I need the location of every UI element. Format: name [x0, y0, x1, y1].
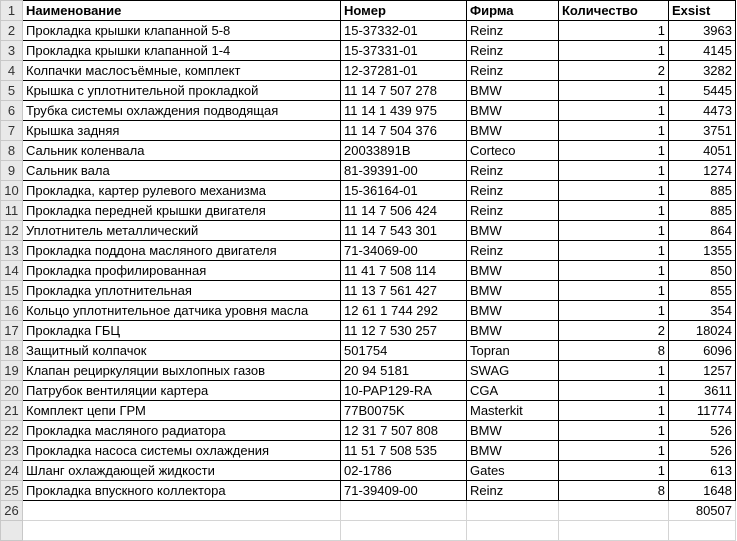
cell-exsist[interactable]: 4473 — [669, 101, 736, 121]
cell-number[interactable]: 11 51 7 508 535 — [341, 441, 467, 461]
row-header[interactable]: 19 — [1, 361, 23, 381]
cell-quantity[interactable]: 1 — [559, 281, 669, 301]
cell-firm[interactable]: Reinz — [467, 181, 559, 201]
cell-firm[interactable]: BMW — [467, 121, 559, 141]
row-header[interactable]: 18 — [1, 341, 23, 361]
cell-quantity[interactable]: 8 — [559, 481, 669, 501]
cell-name[interactable]: Шланг охлаждающей жидкости — [23, 461, 341, 481]
empty-row — [1, 521, 736, 541]
cell-firm[interactable]: CGA — [467, 381, 559, 401]
cell-quantity[interactable]: 1 — [559, 161, 669, 181]
cell-quantity[interactable]: 1 — [559, 261, 669, 281]
cell-number[interactable]: 12-37281-01 — [341, 61, 467, 81]
cell-exsist[interactable]: 3282 — [669, 61, 736, 81]
row-header[interactable]: 4 — [1, 61, 23, 81]
table-row — [1, 221, 736, 241]
cell-exsist[interactable]: 5445 — [669, 81, 736, 101]
table-row — [1, 301, 736, 321]
cell-exsist[interactable]: 855 — [669, 281, 736, 301]
row-header[interactable]: 6 — [1, 101, 23, 121]
cell-empty[interactable] — [23, 521, 341, 541]
cell-name[interactable]: Крышка задняя — [23, 121, 341, 141]
table-row — [1, 21, 736, 41]
cell-firm[interactable]: Reinz — [467, 61, 559, 81]
cell-number[interactable]: 15-37331-01 — [341, 41, 467, 61]
table-row — [1, 241, 736, 261]
cell-firm[interactable]: Masterkit — [467, 401, 559, 421]
table-row — [1, 421, 736, 441]
cell-number[interactable]: 15-36164-01 — [341, 181, 467, 201]
cell-empty[interactable] — [23, 501, 341, 521]
cell-number[interactable]: 77B0075K — [341, 401, 467, 421]
row-header[interactable]: 26 — [1, 501, 23, 521]
cell-firm[interactable]: Reinz — [467, 41, 559, 61]
cell-number[interactable]: 02-1786 — [341, 461, 467, 481]
cell-quantity[interactable]: 1 — [559, 181, 669, 201]
table-row — [1, 381, 736, 401]
cell-number[interactable]: 10-PAP129-RA — [341, 381, 467, 401]
cell-name[interactable]: Прокладка насоса системы охлаждения — [23, 441, 341, 461]
cell-firm[interactable]: BMW — [467, 441, 559, 461]
table-row — [1, 481, 736, 501]
cell-name[interactable]: Прокладка крышки клапанной 1-4 — [23, 41, 341, 61]
row-header[interactable]: 24 — [1, 461, 23, 481]
cell-name[interactable]: Кольцо уплотнительное датчика уровня масла — [23, 301, 341, 321]
cell-firm[interactable]: Gates — [467, 461, 559, 481]
row-header[interactable]: 8 — [1, 141, 23, 161]
table-row — [1, 181, 736, 201]
cell-name[interactable]: Прокладка профилированная — [23, 261, 341, 281]
cell-exsist[interactable]: 1257 — [669, 361, 736, 381]
cell-exsist[interactable]: 526 — [669, 421, 736, 441]
total-row — [1, 501, 736, 521]
cell-quantity[interactable]: 1 — [559, 21, 669, 41]
cell-quantity[interactable]: 1 — [559, 81, 669, 101]
cell-name[interactable]: Защитный колпачок — [23, 341, 341, 361]
row-header[interactable]: 21 — [1, 401, 23, 421]
cell-quantity[interactable]: 1 — [559, 41, 669, 61]
cell-number[interactable]: 15-37332-01 — [341, 21, 467, 41]
cell-exsist[interactable]: 1274 — [669, 161, 736, 181]
table-row — [1, 141, 736, 161]
table-row — [1, 361, 736, 381]
cell-firm[interactable]: BMW — [467, 221, 559, 241]
cell-exsist[interactable]: 1648 — [669, 481, 736, 501]
cell-empty[interactable] — [467, 501, 559, 521]
cell-name[interactable]: Уплотнитель металлический — [23, 221, 341, 241]
row-header[interactable]: 13 — [1, 241, 23, 261]
cell-empty[interactable] — [467, 521, 559, 541]
cell-number[interactable]: 501754 — [341, 341, 467, 361]
cell-number[interactable]: 12 61 1 744 292 — [341, 301, 467, 321]
table-row — [1, 281, 736, 301]
cell-number[interactable]: 11 14 7 543 301 — [341, 221, 467, 241]
cell-exsist[interactable]: 18024 — [669, 321, 736, 341]
table-row — [1, 321, 736, 341]
cell-name[interactable]: Крышка с уплотнительной прокладкой — [23, 81, 341, 101]
cell-number[interactable]: 81-39391-00 — [341, 161, 467, 181]
cell-quantity[interactable]: 2 — [559, 61, 669, 81]
cell-quantity[interactable]: 1 — [559, 401, 669, 421]
cell-quantity[interactable]: 1 — [559, 361, 669, 381]
header-firm[interactable]: Фирма — [467, 1, 559, 21]
cell-empty[interactable] — [559, 521, 669, 541]
table-row — [1, 401, 736, 421]
cell-name[interactable]: Прокладка ГБЦ — [23, 321, 341, 341]
cell-firm[interactable]: BMW — [467, 81, 559, 101]
cell-name[interactable]: Комплект цепи ГРМ — [23, 401, 341, 421]
row-header[interactable]: 23 — [1, 441, 23, 461]
cell-quantity[interactable]: 1 — [559, 201, 669, 221]
cell-empty[interactable] — [669, 521, 736, 541]
row-header[interactable]: 5 — [1, 81, 23, 101]
cell-firm[interactable]: Reinz — [467, 161, 559, 181]
cell-exsist[interactable]: 354 — [669, 301, 736, 321]
row-header[interactable]: 7 — [1, 121, 23, 141]
cell-quantity[interactable]: 1 — [559, 241, 669, 261]
cell-name[interactable]: Прокладка передней крышки двигателя — [23, 201, 341, 221]
cell-empty[interactable] — [341, 521, 467, 541]
cell-exsist[interactable]: 885 — [669, 181, 736, 201]
row-header[interactable]: 9 — [1, 161, 23, 181]
row-header[interactable]: 17 — [1, 321, 23, 341]
cell-exsist[interactable]: 3963 — [669, 21, 736, 41]
cell-exsist[interactable]: 850 — [669, 261, 736, 281]
cell-firm[interactable]: BMW — [467, 261, 559, 281]
cell-firm[interactable]: Reinz — [467, 201, 559, 221]
cell-quantity[interactable]: 1 — [559, 121, 669, 141]
cell-name[interactable]: Прокладка поддона масляного двигателя — [23, 241, 341, 261]
row-header[interactable]: 10 — [1, 181, 23, 201]
cell-exsist[interactable]: 885 — [669, 201, 736, 221]
row-header[interactable]: 3 — [1, 41, 23, 61]
cell-exsist[interactable]: 6096 — [669, 341, 736, 361]
cell-number[interactable]: 11 41 7 508 114 — [341, 261, 467, 281]
cell-number[interactable]: 11 12 7 530 257 — [341, 321, 467, 341]
cell-quantity[interactable]: 2 — [559, 321, 669, 341]
cell-name[interactable]: Трубка системы охлаждения подводящая — [23, 101, 341, 121]
row-header[interactable]: 25 — [1, 481, 23, 501]
cell-name[interactable]: Прокладка уплотнительная — [23, 281, 341, 301]
header-name[interactable]: Наименование — [23, 1, 341, 21]
cell-number[interactable]: 11 13 7 561 427 — [341, 281, 467, 301]
cell-exsist[interactable]: 3751 — [669, 121, 736, 141]
cell-quantity[interactable]: 1 — [559, 441, 669, 461]
table-row — [1, 461, 736, 481]
table-row — [1, 101, 736, 121]
cell-quantity[interactable]: 8 — [559, 341, 669, 361]
cell-name[interactable]: Патрубок вентиляции картера — [23, 381, 341, 401]
cell-number[interactable]: 11 14 1 439 975 — [341, 101, 467, 121]
cell-number[interactable]: 11 14 7 504 376 — [341, 121, 467, 141]
cell-exsist[interactable]: 1355 — [669, 241, 736, 261]
cell-number[interactable]: 71-39409-00 — [341, 481, 467, 501]
row-header[interactable]: 16 — [1, 301, 23, 321]
cell-name[interactable]: Прокладка впускного коллектора — [23, 481, 341, 501]
header-row — [1, 1, 736, 21]
cell-name[interactable]: Прокладка масляного радиатора — [23, 421, 341, 441]
row-header[interactable]: 15 — [1, 281, 23, 301]
cell-firm[interactable]: Corteco — [467, 141, 559, 161]
row-header[interactable]: 22 — [1, 421, 23, 441]
row-header[interactable]: 12 — [1, 221, 23, 241]
row-header[interactable]: 2 — [1, 21, 23, 41]
table-row — [1, 261, 736, 281]
cell-firm[interactable]: BMW — [467, 101, 559, 121]
table-row — [1, 161, 736, 181]
cell-exsist[interactable]: 11774 — [669, 401, 736, 421]
cell-name[interactable]: Прокладка крышки клапанной 5-8 — [23, 21, 341, 41]
cell-number[interactable]: 12 31 7 507 808 — [341, 421, 467, 441]
cell-name[interactable]: Сальник вала — [23, 161, 341, 181]
cell-empty[interactable] — [341, 501, 467, 521]
cell-quantity[interactable]: 1 — [559, 221, 669, 241]
cell-number[interactable]: 20 94 5181 — [341, 361, 467, 381]
cell-firm[interactable]: SWAG — [467, 361, 559, 381]
cell-firm[interactable]: Reinz — [467, 21, 559, 41]
cell-quantity[interactable]: 1 — [559, 381, 669, 401]
table-row — [1, 201, 736, 221]
cell-name[interactable]: Клапан рециркуляции выхлопных газов — [23, 361, 341, 381]
cell-number[interactable]: 71-34069-00 — [341, 241, 467, 261]
cell-number[interactable]: 11 14 7 506 424 — [341, 201, 467, 221]
row-header[interactable] — [1, 521, 23, 541]
cell-exsist[interactable]: 4145 — [669, 41, 736, 61]
header-exsist[interactable]: Exsist — [669, 1, 736, 21]
table-row — [1, 341, 736, 361]
cell-quantity[interactable]: 1 — [559, 141, 669, 161]
row-header[interactable]: 14 — [1, 261, 23, 281]
row-header[interactable]: 11 — [1, 201, 23, 221]
cell-name[interactable]: Колпачки маслосъёмные, комплект — [23, 61, 341, 81]
cell-firm[interactable]: Reinz — [467, 241, 559, 261]
table-row — [1, 81, 736, 101]
cell-number[interactable]: 11 14 7 507 278 — [341, 81, 467, 101]
cell-exsist[interactable]: 864 — [669, 221, 736, 241]
cell-quantity[interactable]: 1 — [559, 101, 669, 121]
cell-firm[interactable]: Topran — [467, 341, 559, 361]
cell-firm[interactable]: BMW — [467, 321, 559, 341]
cell-exsist[interactable]: 4051 — [669, 141, 736, 161]
cell-exsist[interactable]: 526 — [669, 441, 736, 461]
cell-firm[interactable]: BMW — [467, 421, 559, 441]
cell-exsist[interactable]: 613 — [669, 461, 736, 481]
cell-quantity[interactable]: 1 — [559, 461, 669, 481]
table-row — [1, 441, 736, 461]
cell-exsist[interactable]: 3611 — [669, 381, 736, 401]
header-quantity[interactable]: Количество — [559, 1, 669, 21]
cell-total[interactable]: 80507 — [669, 501, 736, 521]
header-number[interactable]: Номер — [341, 1, 467, 21]
cell-number[interactable]: 20033891B — [341, 141, 467, 161]
row-header[interactable]: 1 — [1, 1, 23, 21]
table-row — [1, 61, 736, 81]
cell-quantity[interactable]: 1 — [559, 301, 669, 321]
table-row — [1, 41, 736, 61]
cell-firm[interactable]: Reinz — [467, 481, 559, 501]
cell-firm[interactable]: BMW — [467, 301, 559, 321]
cell-empty[interactable] — [559, 501, 669, 521]
cell-firm[interactable]: BMW — [467, 281, 559, 301]
cell-quantity[interactable]: 1 — [559, 421, 669, 441]
cell-name[interactable]: Прокладка, картер рулевого механизма — [23, 181, 341, 201]
cell-name[interactable]: Сальник коленвала — [23, 141, 341, 161]
table-row — [1, 121, 736, 141]
row-header[interactable]: 20 — [1, 381, 23, 401]
